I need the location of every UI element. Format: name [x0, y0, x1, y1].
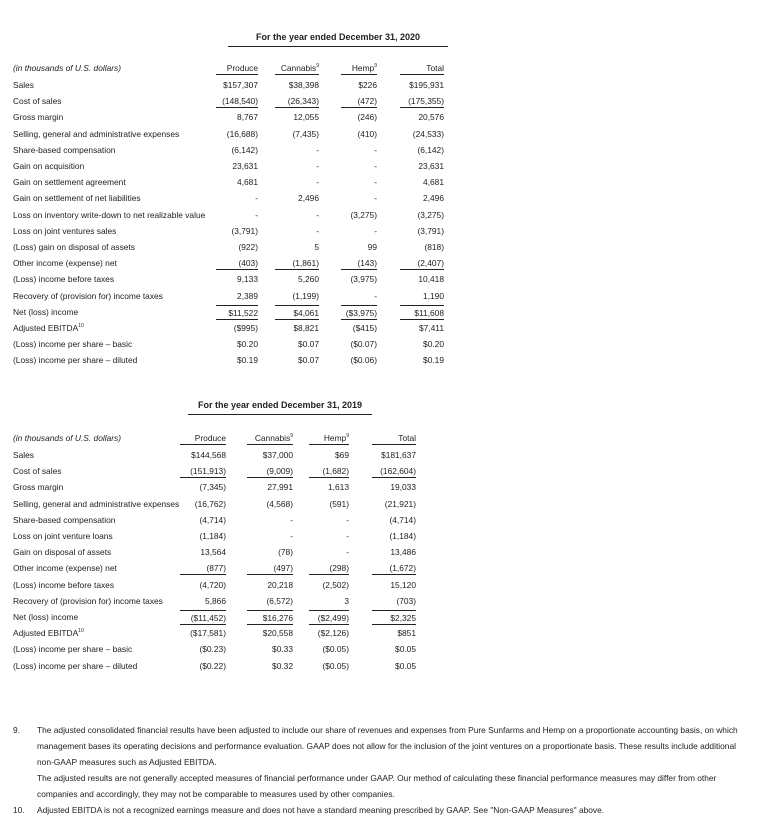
column-header-cannabis: Cannabis$^9$ — [247, 432, 293, 445]
row-label: (Loss) income per share – basic — [13, 644, 133, 655]
cell-total: (24,533) — [412, 128, 444, 139]
cell-total: $0.20 — [423, 339, 444, 350]
cell-hemp: (472) — [341, 94, 377, 108]
cell-produce: (403) — [216, 256, 258, 270]
table-row — [0, 513, 759, 529]
row-label: Gain on settlement agreement — [13, 177, 126, 188]
cell-produce: (151,913) — [180, 464, 226, 478]
column-header-row — [0, 62, 759, 74]
cell-hemp: - — [374, 193, 377, 204]
table-row — [0, 626, 759, 642]
unit-label: (in thousands of U.S. dollars) — [13, 63, 121, 73]
table-row — [0, 497, 759, 513]
cell-produce: 13,564 — [200, 547, 226, 558]
cell-hemp: (298) — [309, 561, 349, 575]
column-header-produce: Produce — [216, 62, 258, 75]
cell-produce: - — [255, 209, 258, 220]
cell-produce: (16,762) — [194, 498, 226, 509]
cell-produce: 4,681 — [237, 177, 258, 188]
cell-hemp: - — [374, 144, 377, 155]
row-label: Loss on joint ventures sales — [13, 225, 117, 236]
cell-hemp: (3,975) — [350, 274, 377, 285]
row-label: (Loss) income per share – diluted — [13, 660, 138, 671]
cell-hemp: ($2,126) — [317, 628, 349, 639]
cell-hemp: - — [374, 225, 377, 236]
cell-total: $7,411 — [419, 323, 444, 333]
cell-total: $0.05 — [395, 660, 416, 671]
cell-hemp: ($415) — [352, 323, 377, 333]
cell-total: (2,407) — [400, 256, 444, 270]
cell-hemp: (3,275) — [350, 209, 377, 220]
cell-produce: $157,307 — [223, 80, 258, 90]
row-label: Sales — [13, 80, 34, 90]
cell-cannabis: 27,991 — [267, 482, 293, 493]
row-label: (Loss) income before taxes — [13, 274, 115, 285]
cell-total: (1,672) — [372, 561, 416, 575]
footnote-10 — [13, 802, 748, 818]
cell-total: 20,576 — [418, 112, 444, 123]
cell-produce: (4,714) — [199, 514, 226, 525]
table-row — [0, 529, 759, 545]
cell-total: $11,608 — [400, 305, 444, 320]
row-label: Net (loss) income — [13, 612, 79, 622]
cell-cannabis: - — [316, 144, 319, 155]
cell-total: 15,120 — [390, 579, 416, 590]
cell-produce: (922) — [238, 242, 258, 252]
cell-cannabis: - — [316, 161, 319, 171]
row-label: Other income (expense) net — [13, 563, 117, 574]
cell-total: (3,275) — [417, 209, 444, 220]
cell-cannabis: - — [290, 531, 293, 541]
cell-hemp: $69 — [335, 450, 349, 460]
cell-cannabis: - — [316, 225, 319, 236]
cell-produce: 2,389 — [237, 290, 258, 301]
table-row — [0, 578, 759, 594]
table-row — [0, 353, 759, 369]
row-label: Cost of sales — [13, 96, 62, 107]
cell-hemp: (591) — [329, 498, 349, 509]
cell-total: (6,142) — [417, 144, 444, 155]
table-row — [0, 78, 759, 94]
footnote-9 — [13, 722, 748, 802]
cell-hemp: ($0.05) — [322, 644, 349, 655]
row-label: Loss on joint venture loans — [13, 531, 113, 541]
cell-hemp: - — [346, 531, 349, 541]
cell-cannabis: $8,821 — [293, 323, 319, 333]
cell-cannabis: (497) — [247, 561, 293, 575]
row-label: Cost of sales — [13, 466, 62, 477]
row-label: Selling, general and administrative expenses — [13, 498, 180, 509]
row-label: Selling, general and administrative expenses — [13, 128, 180, 139]
cell-produce: ($17,581) — [190, 628, 226, 639]
cell-hemp: 99 — [367, 242, 377, 252]
cell-hemp: (2,502) — [322, 579, 349, 590]
cell-cannabis: (78) — [278, 547, 293, 558]
cell-hemp: ($0.06) — [350, 355, 377, 366]
table-row — [0, 594, 759, 610]
cell-produce: (1,184) — [199, 531, 226, 541]
cell-total: (4,714) — [389, 514, 416, 525]
table-row — [0, 642, 759, 658]
cell-cannabis: - — [316, 177, 319, 188]
row-label: Gain on disposal of assets — [13, 547, 112, 558]
cell-hemp: 1,613 — [328, 482, 349, 493]
table-row — [0, 659, 759, 675]
footnote-number: 9. — [13, 725, 20, 735]
table-row — [0, 545, 759, 561]
cell-total: 2,496 — [423, 193, 444, 204]
row-label: Gain on acquisition — [13, 161, 85, 171]
row-label: (Loss) income per share – basic — [13, 339, 133, 350]
cell-cannabis: 20,218 — [267, 579, 293, 590]
row-label: Gain on settlement of net liabilities — [13, 193, 141, 204]
row-label: Share-based compensation — [13, 144, 116, 155]
cell-total: 19,033 — [390, 482, 416, 493]
cell-hemp: ($0.07) — [350, 339, 377, 350]
table-row — [0, 448, 759, 464]
table-row — [0, 127, 759, 143]
row-label: Loss on inventory write-down to net realizable value — [13, 209, 206, 220]
cell-total: 1,190 — [423, 290, 444, 301]
cell-produce: $144,568 — [191, 450, 226, 460]
cell-cannabis: $0.33 — [272, 644, 293, 655]
period-title: For the year ended December 31, 2019 — [188, 400, 372, 415]
cell-hemp: - — [374, 161, 377, 171]
cell-hemp: ($0.05) — [322, 660, 349, 671]
row-label: Other income (expense) net — [13, 258, 117, 269]
cell-cannabis: (9,009) — [247, 464, 293, 478]
cell-hemp: (246) — [357, 112, 377, 123]
cell-hemp: - — [374, 290, 377, 301]
cell-total: (703) — [396, 595, 416, 606]
cell-produce: (4,720) — [199, 579, 226, 590]
cell-cannabis: $0.07 — [298, 339, 319, 350]
cell-hemp: 3 — [344, 595, 349, 606]
cell-hemp: (143) — [341, 256, 377, 270]
cell-cannabis: $0.32 — [272, 660, 293, 671]
column-header-cannabis: Cannabis$^9$ — [275, 62, 319, 75]
footnote-number: 10. — [13, 805, 25, 815]
cell-cannabis: 2,496 — [298, 193, 319, 204]
cell-cannabis: $16,276 — [247, 610, 293, 625]
cell-cannabis: $37,000 — [262, 450, 293, 460]
cell-total: 10,418 — [418, 274, 444, 285]
cell-cannabis: $0.07 — [298, 355, 319, 366]
cell-cannabis: (6,572) — [266, 595, 293, 606]
table-row — [0, 94, 759, 110]
cell-total: $851 — [397, 628, 416, 639]
row-label: Adjusted EBITDA$^{10}$ — [13, 323, 84, 333]
column-header-produce: Produce — [180, 432, 226, 445]
cell-total: 23,631 — [418, 161, 444, 171]
cell-total: (175,355) — [400, 94, 444, 108]
footnote-paragraph: Adjusted EBITDA is not a recognized earnings measure and does not have a standard meaning prescribed by GAAP. See "Non-GAAP Measures" above. — [37, 805, 605, 815]
footnote-paragraph: The adjusted results are not generally accepted measures of financial performance under GAAP. Our method of calculating these financial performance measures may differ from other companies and accordingly, they may not be comparable to measures used by other companies. — [37, 773, 717, 799]
table-row — [0, 110, 759, 126]
row-label: Share-based compensation — [13, 514, 116, 525]
cell-produce: (877) — [180, 561, 226, 575]
table-row — [0, 240, 759, 256]
unit-label: (in thousands of U.S. dollars) — [13, 433, 121, 443]
row-label: (Loss) income before taxes — [13, 579, 115, 590]
cell-cannabis: - — [316, 209, 319, 220]
cell-total: (162,604) — [372, 464, 416, 478]
cell-produce: ($0.22) — [199, 660, 226, 671]
cell-produce: $11,522 — [216, 305, 258, 320]
column-header-total: Total — [372, 432, 416, 445]
cell-produce: (7,345) — [199, 482, 226, 493]
table-row — [0, 610, 759, 626]
cell-cannabis: (26,343) — [275, 94, 319, 108]
row-label: Net (loss) income — [13, 306, 79, 317]
column-header-total: Total — [400, 62, 444, 75]
cell-hemp: - — [374, 177, 377, 188]
column-header-row — [0, 432, 759, 444]
table-row — [0, 159, 759, 175]
table-row — [0, 305, 759, 321]
table-row — [0, 175, 759, 191]
table-row — [0, 272, 759, 288]
cell-produce: 9,133 — [237, 274, 258, 285]
cell-total: $0.05 — [395, 644, 416, 655]
cell-cannabis: (1,861) — [275, 256, 319, 270]
table-row — [0, 561, 759, 577]
table-row — [0, 337, 759, 353]
cell-hemp: (410) — [357, 128, 377, 139]
cell-produce: ($0.23) — [199, 644, 226, 655]
column-header-hemp: Hemp$^9$ — [309, 432, 349, 445]
row-label: Gross margin — [13, 112, 64, 123]
row-label: Recovery of (provision for) income taxes — [13, 290, 163, 301]
cell-total: $181,637 — [381, 450, 416, 460]
cell-produce: ($11,452) — [180, 610, 226, 625]
cell-total: $195,931 — [409, 80, 444, 90]
row-label: Adjusted EBITDA$^{10}$ — [13, 628, 84, 639]
cell-hemp: ($3,975) — [341, 305, 377, 320]
cell-total: 13,486 — [390, 547, 416, 558]
cell-total: $0.19 — [423, 355, 444, 366]
cell-hemp: ($2,499) — [309, 610, 349, 625]
cell-cannabis: $4,061 — [275, 305, 319, 320]
table-row — [0, 256, 759, 272]
cell-total: (21,921) — [384, 498, 416, 509]
cell-produce: $0.20 — [237, 339, 258, 350]
cell-produce: 5,866 — [205, 595, 226, 606]
cell-cannabis: 5,260 — [298, 274, 319, 285]
footnotes — [13, 722, 748, 818]
cell-produce: $0.19 — [237, 355, 258, 366]
cell-produce: 23,631 — [232, 161, 258, 171]
table-row — [0, 289, 759, 305]
row-label: (Loss) income per share – diluted — [13, 355, 138, 366]
cell-produce: (148,540) — [216, 94, 258, 108]
table-row — [0, 464, 759, 480]
cell-cannabis: 12,055 — [293, 112, 319, 123]
cell-hemp: - — [346, 514, 349, 525]
row-label: Sales — [13, 450, 34, 460]
cell-hemp: $226 — [358, 80, 377, 90]
column-header-hemp: Hemp$^9$ — [341, 62, 377, 75]
cell-produce: (6,142) — [231, 144, 258, 155]
table-row — [0, 224, 759, 240]
cell-cannabis: (7,435) — [292, 128, 319, 139]
table-row — [0, 191, 759, 207]
cell-hemp: - — [346, 547, 349, 558]
period-title: For the year ended December 31, 2020 — [228, 32, 448, 47]
cell-produce: - — [255, 193, 258, 204]
footnote-paragraph: The adjusted consolidated financial results have been adjusted to include our share of revenues and expenses from Pure Sunfarms and Hemp on a proportionate accounting basis, on which management bases its operating decisions and performance evaluation. GAAP does not allow for the inclusion of the joint ventures on a proportionate basis. These results include additional non-GAAP measures such as Adjusted EBITDA. — [37, 725, 738, 767]
cell-total: (1,184) — [389, 531, 416, 541]
table-row — [0, 480, 759, 496]
cell-cannabis: - — [290, 514, 293, 525]
row-label: (Loss) gain on disposal of assets — [13, 242, 135, 252]
cell-total: (3,791) — [417, 225, 444, 236]
cell-hemp: (1,682) — [309, 464, 349, 478]
cell-cannabis: $38,398 — [288, 80, 319, 90]
cell-cannabis: $20,558 — [262, 628, 293, 639]
cell-cannabis: 5 — [314, 242, 319, 252]
cell-cannabis: (4,568) — [266, 498, 293, 509]
cell-total: (818) — [424, 242, 444, 252]
table-row — [0, 143, 759, 159]
row-label: Recovery of (provision for) income taxes — [13, 595, 163, 606]
cell-produce: 8,767 — [237, 112, 258, 123]
cell-total: $2,325 — [372, 610, 416, 625]
cell-produce: ($995) — [233, 323, 258, 333]
cell-produce: (16,688) — [226, 128, 258, 139]
cell-cannabis: (1,199) — [292, 290, 319, 301]
table-row — [0, 208, 759, 224]
table-row — [0, 321, 759, 337]
row-label: Gross margin — [13, 482, 64, 493]
cell-total: 4,681 — [423, 177, 444, 188]
cell-produce: (3,791) — [231, 225, 258, 236]
